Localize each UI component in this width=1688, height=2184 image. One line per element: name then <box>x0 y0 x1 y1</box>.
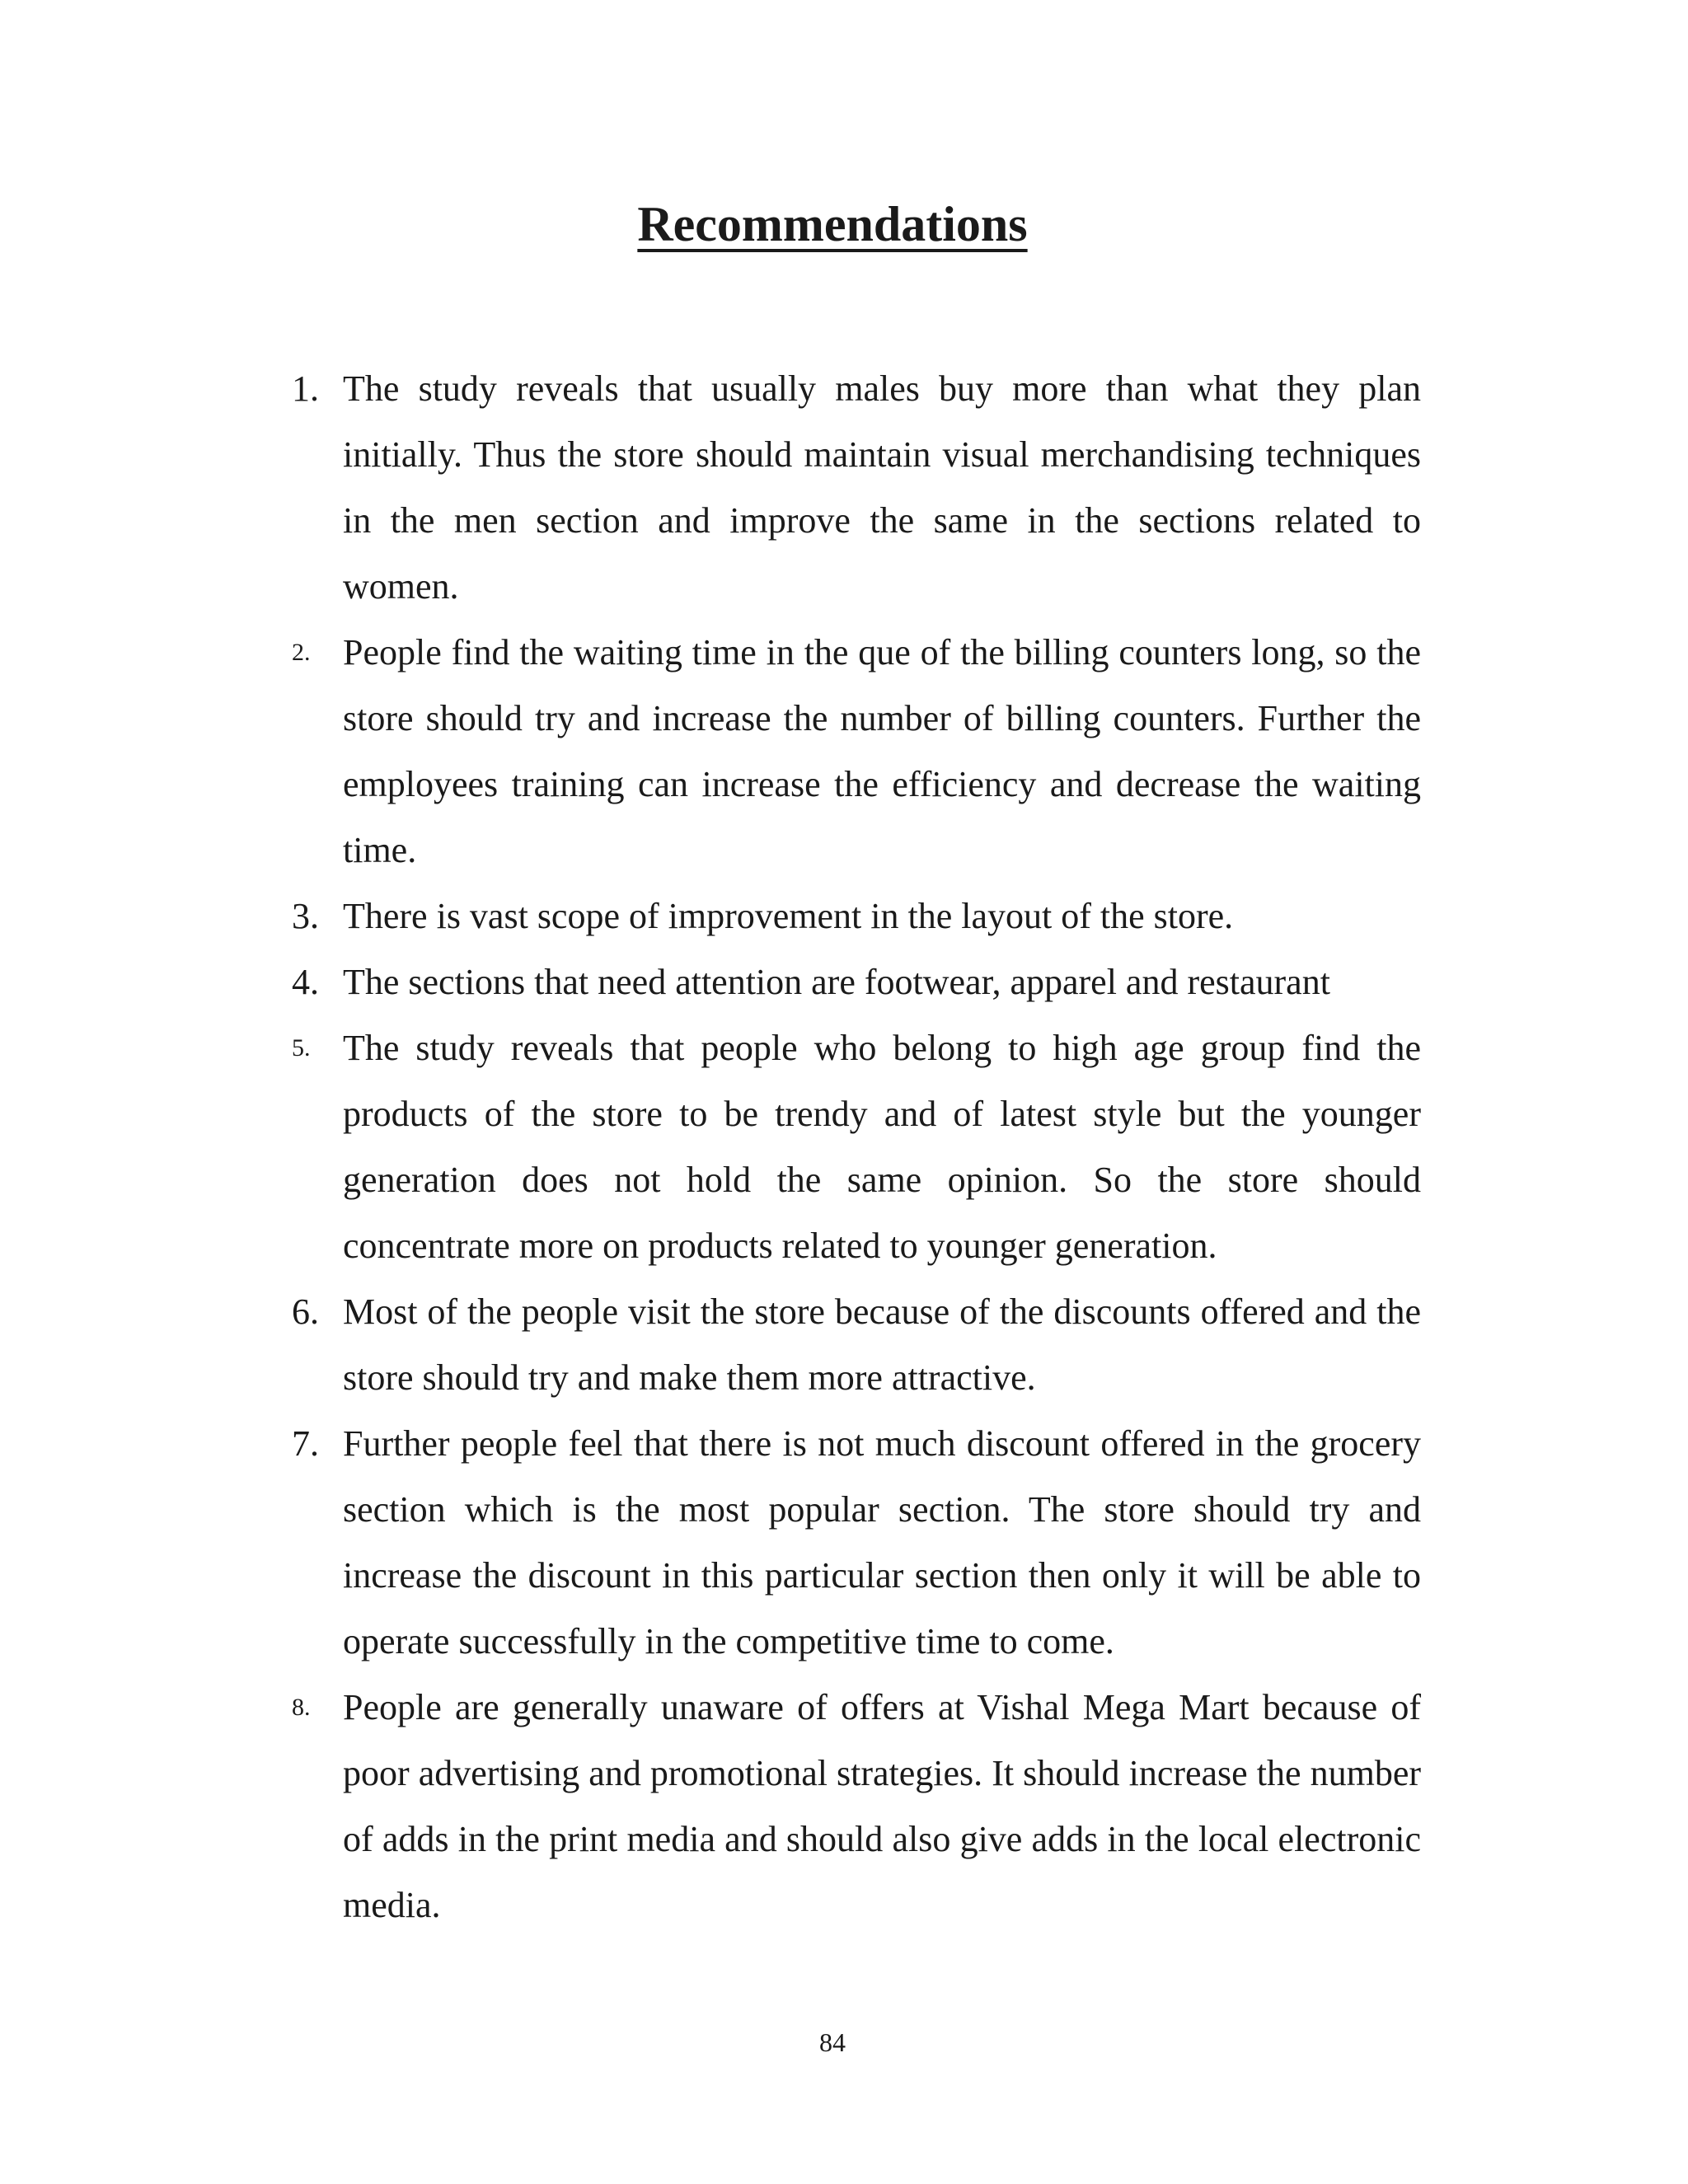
item-text: Most of the people visit the store because of the discounts offered and the store should try and make them more attractive. <box>343 1291 1421 1398</box>
item-number: 2. <box>292 639 311 666</box>
item-number: 5. <box>292 1034 311 1062</box>
item-text: Further people feel that there is not much discount offered in the grocery section which is the most popular section. The store should try and increase the discount in this particular section then only it will be able to operate successfully in the competitive time to come. <box>343 1423 1421 1661</box>
item-number: 3. <box>292 896 319 936</box>
item-text: People are generally unaware of offers at Vishal Mega Mart because of poor advertising and promotional strategies. It should increase the number of adds in the print media and should also give adds in the local electronic media. <box>343 1687 1421 1925</box>
item-text: The study reveals that usually males buy more than what they plan initially. Thus the store should maintain visual merchandising techniques in the men section and improve the same in the sections related to women. <box>343 368 1421 607</box>
list-item <box>292 1411 1421 1675</box>
list-item <box>292 883 1421 949</box>
item-number: 7. <box>292 1423 319 1464</box>
item-number: 8. <box>292 1694 311 1721</box>
item-text: The sections that need attention are footwear, apparel and restaurant <box>343 962 1330 1002</box>
item-text: There is vast scope of improvement in the layout of the store. <box>343 896 1234 936</box>
list-item <box>292 1675 1421 1938</box>
list-item <box>292 620 1421 883</box>
list-item <box>292 1279 1421 1411</box>
list-item <box>292 949 1421 1015</box>
recommendations-list <box>292 356 1421 1938</box>
list-item <box>292 1015 1421 1279</box>
item-number: 4. <box>292 962 319 1002</box>
item-text: People find the waiting time in the que of the billing counters long, so the store should try and increase the number of billing counters. Further the employees training can increase the efficiency and decrease the waiting time. <box>343 632 1421 870</box>
page-title: Recommendations <box>637 197 1028 251</box>
item-number: 1. <box>292 368 319 409</box>
item-number: 6. <box>292 1291 319 1332</box>
item-text: The study reveals that people who belong to high age group find the products of the store to be trendy and of latest style but the younger generation does not hold the same opinion. So the store should concentrate more on products related to younger generation. <box>343 1028 1421 1266</box>
page-number: 84 <box>819 2027 846 2057</box>
list-item <box>292 356 1421 620</box>
